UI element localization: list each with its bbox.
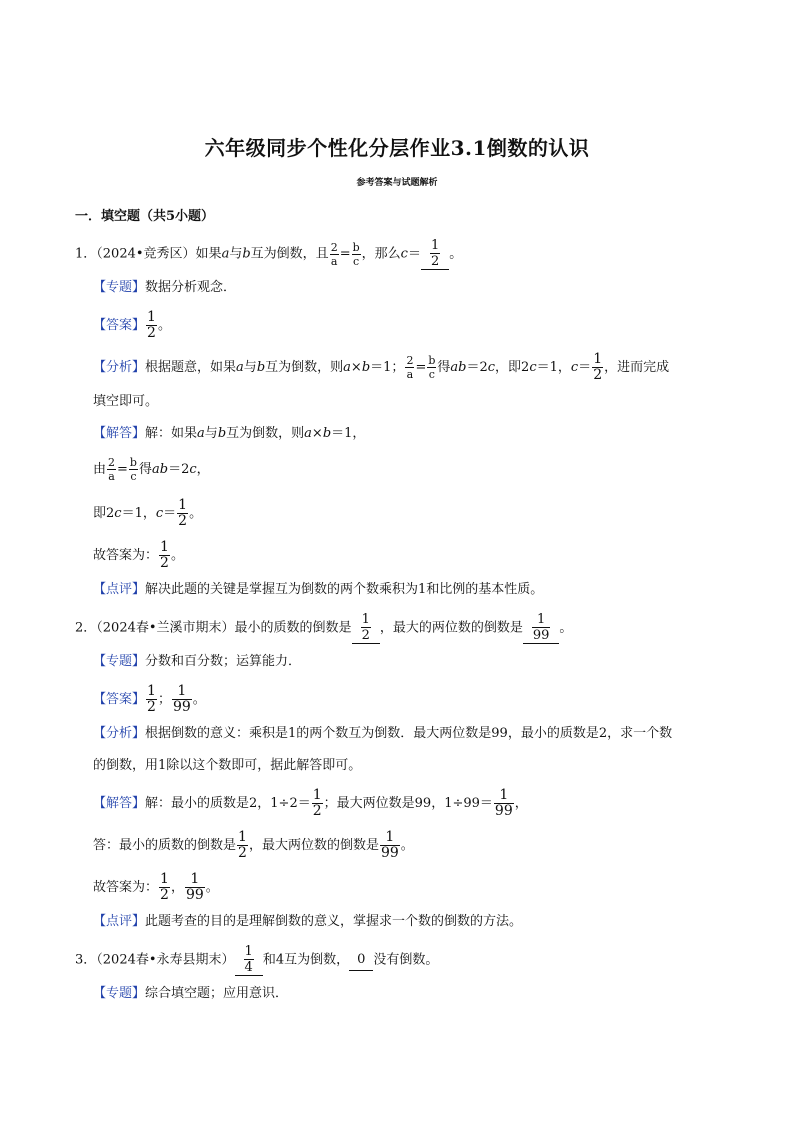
q1-final-answer: 故答案为： $\frac{1}{2}$ 。 <box>93 539 184 571</box>
question-number: 1． <box>75 246 97 262</box>
q1-analysis-cont: 填空即可。 <box>93 394 159 409</box>
question-number: 3． <box>75 952 97 968</box>
question-2: 2．（2024春•兰溪市期末）最小的质数的倒数是 $\frac{1}{2}$ ，最大的两位数的倒数是 $\frac{1}{99}$ 。 <box>75 612 573 643</box>
question-1: 1．（2024•竞秀区）如果a与b互为倒数，且 $\frac{2}{a}$ = $\frac{b}{c}$ ，那么c＝ $\frac{1}{2}$ 。 <box>75 238 463 269</box>
topic-tag: 【专题】 <box>93 654 146 669</box>
q1-analysis: 【分析】根据题意，如果a与b互为倒数，则a×b＝1； $\frac{2}{a}$ = $\frac{b}{c}$ 得ab＝2c，即2c＝1，c＝ $\frac{1}{2}$ ，进而完成 <box>93 351 670 383</box>
answer-blank <box>421 238 449 270</box>
comment-tag: 【点评】 <box>93 914 146 929</box>
fraction: $\frac{1}{99}$ <box>185 871 204 903</box>
q2-topic: 【专题】分数和百分数；运算能力． <box>93 654 302 669</box>
question-source: （2024•竞秀区） <box>96 246 196 262</box>
question-number: 2． <box>75 620 97 636</box>
fraction: $\frac{b}{c}$ <box>428 354 436 381</box>
q2-analysis-cont: 的倒数，用1除以这个数即可，据此解答即可。 <box>93 758 362 773</box>
fraction: $\frac{b}{c}$ <box>352 240 360 268</box>
fraction: $\frac{1}{99}$ <box>532 612 550 643</box>
answer-blank <box>235 944 263 976</box>
q2-analysis: 【分析】根据倒数的意义：乘积是1的两个数互为倒数．最大两位数是99，最小的质数是2，求一个数 <box>93 726 673 741</box>
q1-topic: 【专题】数据分析观念． <box>93 280 237 295</box>
fraction: $\frac{1}{4}$ <box>244 944 253 975</box>
q1-comment: 【点评】解决此题的关键是掌握互为倒数的两个数乘积为1和比例的基本性质。 <box>93 582 544 597</box>
analysis-tag: 【分析】 <box>93 726 146 741</box>
fraction: $\frac{1}{2}$ <box>312 787 322 819</box>
q2-comment: 【点评】此题考查的目的是理解倒数的意义，掌握求一个数的倒数的方法。 <box>93 914 523 929</box>
topic-tag: 【专题】 <box>93 986 146 1001</box>
q3-topic: 【专题】综合填空题；应用意识． <box>93 986 289 1001</box>
solution-tag: 【解答】 <box>93 796 146 811</box>
fraction: $\frac{b}{c}$ <box>129 456 137 483</box>
page-title: 六年级同步个性化分层作业3.1倒数的认识 <box>204 136 590 160</box>
q2-answer: 【答案】 $\frac{1}{2}$ ； $\frac{1}{99}$ 。 <box>93 683 206 715</box>
fraction: $\frac{1}{2}$ <box>160 539 169 571</box>
fraction: $\frac{1}{2}$ <box>593 351 603 383</box>
fraction: $\frac{1}{2}$ <box>147 683 156 715</box>
answer-blank <box>523 612 560 644</box>
fraction: $\frac{2}{a}$ <box>108 456 116 483</box>
fraction: $\frac{1}{2}$ <box>430 238 440 269</box>
fraction: $\frac{1}{99}$ <box>494 787 513 819</box>
answer-blank: 0 <box>349 950 373 971</box>
answer-tag: 【答案】 <box>93 692 146 707</box>
question-source: （2024春•兰溪市期末） <box>96 620 235 636</box>
question-source: （2024春•永寿县期末） <box>96 952 235 968</box>
topic-tag: 【专题】 <box>93 280 146 295</box>
solution-tag: 【解答】 <box>93 426 146 441</box>
section-heading: 一．填空题（共5小题） <box>75 209 215 224</box>
q1-answer: 【答案】 $\frac{1}{2}$ 。 <box>93 309 171 341</box>
q2-reply: 答：最小的质数的倒数是 $\frac{1}{2}$ ，最大两位数的倒数是 $\frac{1}{99}$ 。 <box>93 829 414 861</box>
q2-solution: 【解答】解：最小的质数是2，1÷2＝ $\frac{1}{2}$ ；最大两位数是99，1÷99＝ $\frac{1}{99}$ ， <box>93 787 528 819</box>
fraction: $\frac{1}{99}$ <box>380 829 399 861</box>
q1-solution-step: 由 $\frac{2}{a}$ = $\frac{b}{c}$ 得ab＝2c， <box>93 456 210 483</box>
fraction: $\frac{1}{2}$ <box>361 612 370 643</box>
question-3: 3．（2024春•永寿县期末） $\frac{1}{4}$ 和4互为倒数， 0 没有倒数。 <box>75 944 439 975</box>
fraction: $\frac{1}{2}$ <box>160 871 169 903</box>
q1-solution: 【解答】解：如果a与b互为倒数，则a×b＝1， <box>93 426 366 441</box>
fraction: $\frac{2}{a}$ <box>406 354 414 381</box>
page-subtitle: 参考答案与试题解析 <box>356 178 438 188</box>
q2-final-answer: 故答案为： $\frac{1}{2}$ ， $\frac{1}{99}$ 。 <box>93 871 219 903</box>
q1-solution-step: 即2c＝1，c＝ $\frac{1}{2}$ 。 <box>93 497 203 529</box>
answer-blank <box>352 612 380 644</box>
fraction: $\frac{2}{a}$ <box>330 240 338 268</box>
fraction: $\frac{1}{2}$ <box>147 309 156 341</box>
analysis-tag: 【分析】 <box>93 360 146 375</box>
fraction: $\frac{1}{2}$ <box>178 497 188 529</box>
fraction: $\frac{1}{2}$ <box>238 829 247 861</box>
answer-tag: 【答案】 <box>93 318 146 333</box>
fraction: $\frac{1}{99}$ <box>172 683 191 715</box>
comment-tag: 【点评】 <box>93 582 146 597</box>
